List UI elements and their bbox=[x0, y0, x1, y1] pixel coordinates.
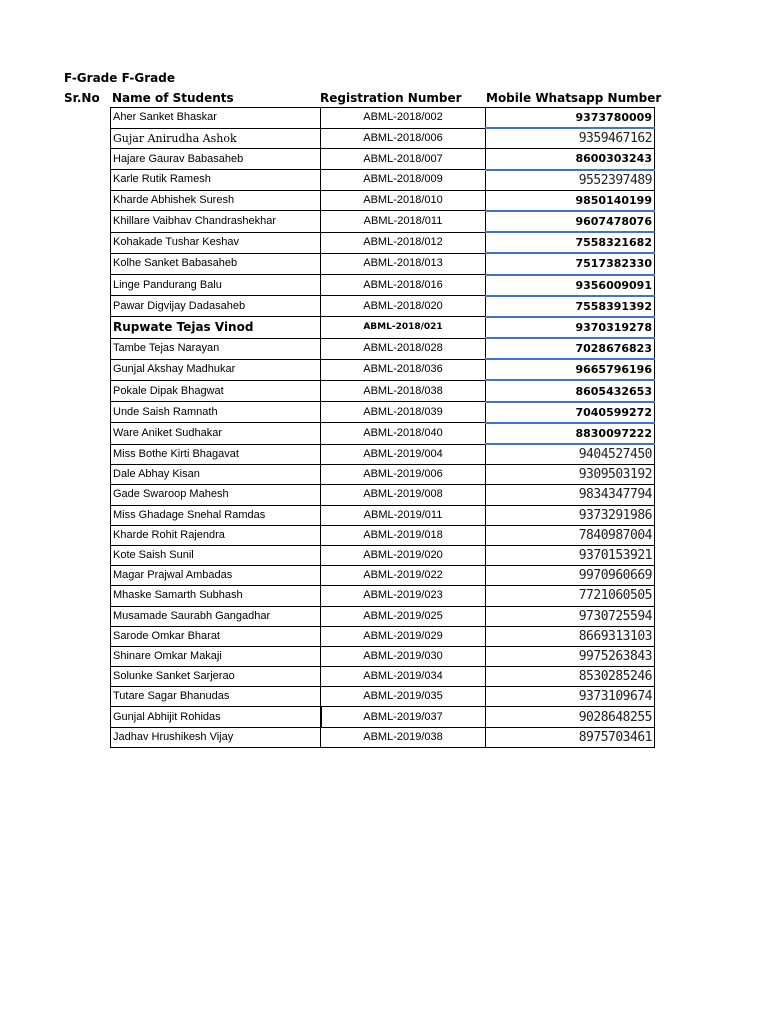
table-row bbox=[111, 566, 655, 586]
mobile-number-cell: 8530285246 bbox=[486, 667, 655, 687]
mobile-number-cell: 7558321682 bbox=[486, 232, 655, 253]
mobile-number-cell: 9665796196 bbox=[486, 359, 655, 380]
table-row bbox=[111, 149, 655, 170]
registration-number-cell: ABML-2019/011 bbox=[321, 505, 486, 525]
mobile-number-cell: 9850140199 bbox=[486, 190, 655, 211]
student-name-cell: Gunjal Abhijit Rohidas bbox=[111, 707, 321, 727]
registration-number-cell: ABML-2018/016 bbox=[321, 275, 486, 296]
registration-number-cell: ABML-2019/018 bbox=[321, 525, 486, 545]
mobile-number-cell: 9970960669 bbox=[486, 566, 655, 586]
mobile-number-cell: 8830097222 bbox=[486, 423, 655, 444]
registration-number-cell: ABML-2019/034 bbox=[321, 667, 486, 687]
registration-number-cell: ABML-2019/035 bbox=[321, 687, 486, 707]
registration-number-cell: ABML-2018/007 bbox=[321, 149, 486, 170]
table-row bbox=[111, 687, 655, 707]
table-row bbox=[111, 626, 655, 646]
registration-number-cell: ABML-2019/022 bbox=[321, 566, 486, 586]
student-name-cell: Gunjal Akshay Madhukar bbox=[111, 359, 321, 380]
header-sr-no: Sr.No bbox=[64, 91, 100, 105]
student-name-cell: Miss Ghadage Snehal Ramdas bbox=[111, 505, 321, 525]
registration-number-cell: ABML-2019/020 bbox=[321, 545, 486, 565]
mobile-number-cell: 9370153921 bbox=[486, 545, 655, 565]
table-row bbox=[111, 505, 655, 525]
registration-number-cell: ABML-2018/021 bbox=[321, 317, 486, 338]
registration-number-cell: ABML-2018/009 bbox=[321, 170, 486, 191]
table-row bbox=[111, 232, 655, 253]
student-name-cell: Mhaske Samarth Subhash bbox=[111, 586, 321, 606]
student-name-cell: Gujar Anirudha Ashok bbox=[111, 128, 321, 149]
table-row bbox=[111, 359, 655, 380]
mobile-number-cell: 9359467162 bbox=[486, 128, 655, 149]
table-row bbox=[111, 128, 655, 149]
registration-number-cell: ABML-2018/039 bbox=[321, 402, 486, 423]
registration-number-cell: ABML-2018/036 bbox=[321, 359, 486, 380]
table-row bbox=[111, 253, 655, 274]
registration-number-cell: ABML-2019/025 bbox=[321, 606, 486, 626]
mobile-number-cell: 9373780009 bbox=[486, 108, 655, 129]
table-row bbox=[111, 707, 655, 727]
table-row bbox=[111, 423, 655, 444]
student-name-cell: Unde Saish Ramnath bbox=[111, 402, 321, 423]
registration-number-cell: ABML-2018/038 bbox=[321, 380, 486, 401]
student-name-cell: Musamade Saurabh Gangadhar bbox=[111, 606, 321, 626]
registration-number-cell: ABML-2019/004 bbox=[321, 444, 486, 465]
registration-number-cell: ABML-2019/006 bbox=[321, 465, 486, 485]
students-table bbox=[110, 107, 655, 748]
registration-number-cell: ABML-2019/037 bbox=[321, 707, 486, 727]
registration-number-cell: ABML-2018/002 bbox=[321, 108, 486, 129]
table-row bbox=[111, 525, 655, 545]
registration-number-cell: ABML-2018/040 bbox=[321, 423, 486, 444]
registration-number-cell: ABML-2019/023 bbox=[321, 586, 486, 606]
student-name-cell: Kote Saish Sunil bbox=[111, 545, 321, 565]
student-name-cell: Gade Swaroop Mahesh bbox=[111, 485, 321, 505]
student-name-cell: Hajare Gaurav Babasaheb bbox=[111, 149, 321, 170]
grade-title: F-Grade F-Grade bbox=[64, 71, 175, 85]
student-name-cell: Tambe Tejas Narayan bbox=[111, 338, 321, 359]
student-name-cell: Kharde Abhishek Suresh bbox=[111, 190, 321, 211]
mobile-number-cell: 8669313103 bbox=[486, 626, 655, 646]
mobile-number-cell: 8600303243 bbox=[486, 149, 655, 170]
mobile-number-cell: 9373109674 bbox=[486, 687, 655, 707]
student-name-cell: Solunke Sanket Sarjerao bbox=[111, 667, 321, 687]
mobile-number-cell: 7558391392 bbox=[486, 296, 655, 317]
student-name-cell: Dale Abhay Kisan bbox=[111, 465, 321, 485]
table-row bbox=[111, 646, 655, 666]
mobile-number-cell: 9552397489 bbox=[486, 170, 655, 191]
table-row bbox=[111, 275, 655, 296]
registration-number-cell: ABML-2018/013 bbox=[321, 253, 486, 274]
registration-number-cell: ABML-2018/011 bbox=[321, 211, 486, 232]
mobile-number-cell: 9028648255 bbox=[486, 707, 655, 727]
registration-number-cell: ABML-2019/038 bbox=[321, 727, 486, 747]
student-name-cell: Karle Rutik Ramesh bbox=[111, 170, 321, 191]
table-row bbox=[111, 485, 655, 505]
table-row bbox=[111, 667, 655, 687]
student-name-cell: Miss Bothe Kirti Bhagavat bbox=[111, 444, 321, 465]
registration-number-cell: ABML-2018/006 bbox=[321, 128, 486, 149]
mobile-number-cell: 7721060505 bbox=[486, 586, 655, 606]
header-name: Name of Students bbox=[112, 91, 234, 105]
mobile-number-cell: 9975263843 bbox=[486, 646, 655, 666]
table-row bbox=[111, 211, 655, 232]
registration-number-cell: ABML-2018/020 bbox=[321, 296, 486, 317]
mobile-number-cell: 7028676823 bbox=[486, 338, 655, 359]
mobile-number-cell: 9370319278 bbox=[486, 317, 655, 338]
mobile-number-cell: 8605432653 bbox=[486, 380, 655, 401]
student-name-cell: Tutare Sagar Bhanudas bbox=[111, 687, 321, 707]
mobile-number-cell: 7040599272 bbox=[486, 402, 655, 423]
mobile-number-cell: 7840987004 bbox=[486, 525, 655, 545]
table-row bbox=[111, 380, 655, 401]
table-row bbox=[111, 190, 655, 211]
registration-number-cell: ABML-2018/010 bbox=[321, 190, 486, 211]
mobile-number-cell: 9309503192 bbox=[486, 465, 655, 485]
table-row bbox=[111, 586, 655, 606]
student-name-cell: Aher Sanket Bhaskar bbox=[111, 108, 321, 129]
mobile-number-cell: 7517382330 bbox=[486, 253, 655, 274]
mobile-number-cell: 9834347794 bbox=[486, 485, 655, 505]
table-row bbox=[111, 727, 655, 747]
mobile-number-cell: 9373291986 bbox=[486, 505, 655, 525]
table-row bbox=[111, 402, 655, 423]
student-name-cell: Kolhe Sanket Babasaheb bbox=[111, 253, 321, 274]
student-name-cell: Kohakade Tushar Keshav bbox=[111, 232, 321, 253]
mobile-number-cell: 9607478076 bbox=[486, 211, 655, 232]
header-mobile: Mobile Whatsapp Number bbox=[486, 91, 662, 105]
student-name-cell: Magar Prajwal Ambadas bbox=[111, 566, 321, 586]
registration-number-cell: ABML-2018/012 bbox=[321, 232, 486, 253]
student-name-cell: Pokale Dipak Bhagwat bbox=[111, 380, 321, 401]
student-name-cell: Shinare Omkar Makaji bbox=[111, 646, 321, 666]
table-row bbox=[111, 338, 655, 359]
table-row bbox=[111, 317, 655, 338]
student-name-cell: Rupwate Tejas Vinod bbox=[111, 317, 321, 338]
table-row bbox=[111, 545, 655, 565]
registration-number-cell: ABML-2019/029 bbox=[321, 626, 486, 646]
student-name-cell: Kharde Rohit Rajendra bbox=[111, 525, 321, 545]
student-name-cell: Pawar Digvijay Dadasaheb bbox=[111, 296, 321, 317]
mobile-number-cell: 8975703461 bbox=[486, 727, 655, 747]
table-row bbox=[111, 465, 655, 485]
mobile-number-cell: 9356009091 bbox=[486, 275, 655, 296]
student-name-cell: Jadhav Hrushikesh Vijay bbox=[111, 727, 321, 747]
header-registration: Registration Number bbox=[320, 91, 462, 105]
registration-number-cell: ABML-2018/028 bbox=[321, 338, 486, 359]
students-table-body bbox=[111, 108, 655, 748]
mobile-number-cell: 9404527450 bbox=[486, 444, 655, 465]
registration-number-cell: ABML-2019/008 bbox=[321, 485, 486, 505]
student-name-cell: Ware Aniket Sudhakar bbox=[111, 423, 321, 444]
table-row bbox=[111, 170, 655, 191]
student-name-cell: Sarode Omkar Bharat bbox=[111, 626, 321, 646]
student-name-cell: Linge Pandurang Balu bbox=[111, 275, 321, 296]
table-row bbox=[111, 296, 655, 317]
mobile-number-cell: 9730725594 bbox=[486, 606, 655, 626]
table-row bbox=[111, 444, 655, 465]
registration-number-cell: ABML-2019/030 bbox=[321, 646, 486, 666]
student-name-cell: Khillare Vaibhav Chandrashekhar bbox=[111, 211, 321, 232]
table-row bbox=[111, 108, 655, 129]
table-row bbox=[111, 606, 655, 626]
